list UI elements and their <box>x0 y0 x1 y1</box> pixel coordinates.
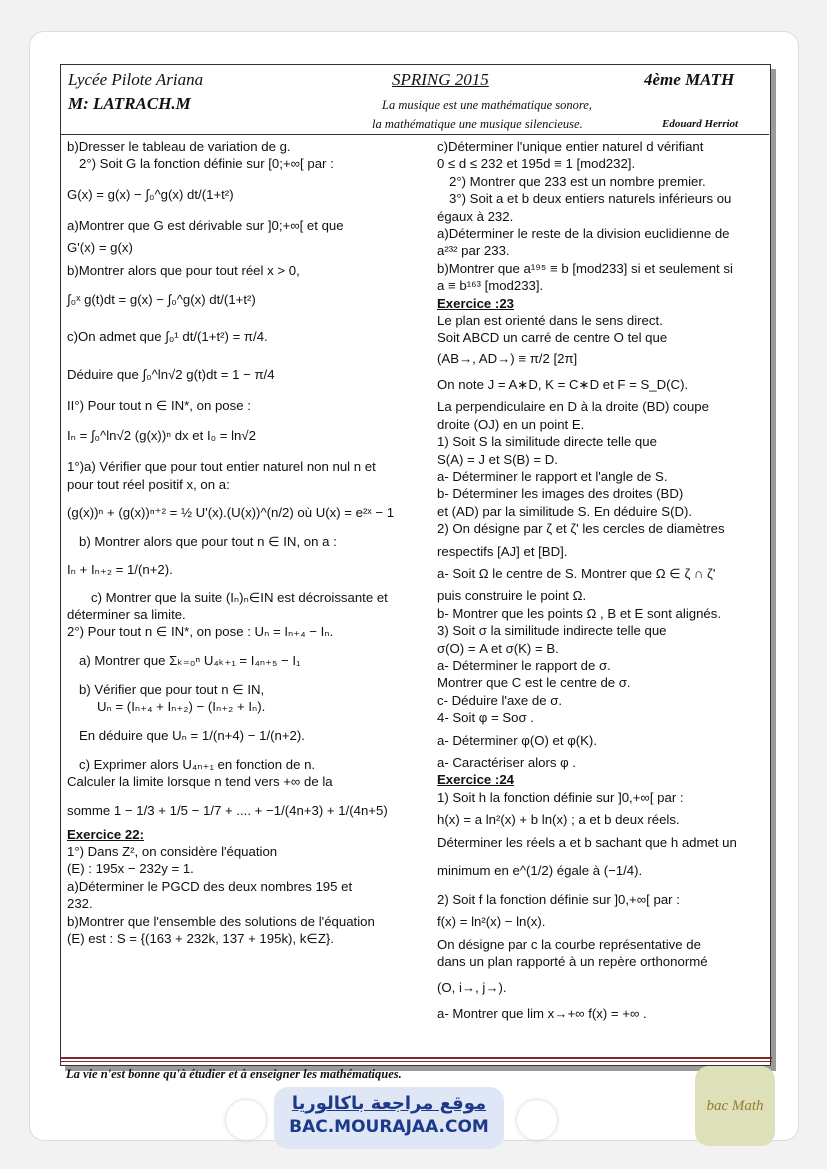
quote-line2: la mathématique une musique silencieuse. <box>372 117 583 131</box>
formula-G: G(x) = g(x) − ∫₀^g(x) dt/(1+t²) <box>67 186 234 202</box>
left-column <box>67 138 417 947</box>
footer-separator-thin <box>60 1061 772 1062</box>
text-line: 3°) Soit a et b deux entiers naturels inférieurs ou <box>449 191 732 207</box>
formula-Gprime: G'(x) = g(x) <box>67 240 133 256</box>
text-line: 2) Soit f la fonction définie sur ]0,+∞[ par : <box>437 892 680 908</box>
text-line: 4- Soit φ = Soσ . <box>437 710 534 726</box>
text-line: 2°) Montrer que 233 est un nombre premier. <box>449 173 706 189</box>
school-name: Lycée Pilote Ariana <box>68 70 204 89</box>
text-line: b) Montrer alors que pour tout n ∈ IN, on a : <box>79 534 337 550</box>
formula-Un: Uₙ = (Iₙ₊₄ + Iₙ₊₂) − (Iₙ₊₂ + Iₙ). <box>97 699 266 715</box>
footer-separator <box>60 1057 772 1059</box>
formula-series: somme 1 − 1/3 + 1/5 − 1/7 + .... + −1/(4n+3) + 1/(4n+5) <box>67 802 388 818</box>
text-line: a)Montrer que G est dérivable sur ]0;+∞[ et que <box>67 217 344 233</box>
text-line: c)Déterminer l'unique entier naturel d vérifiant <box>437 139 704 154</box>
text-line: Le plan est orienté dans le sens direct. <box>437 313 663 329</box>
text-line: On note J = A∗D, K = C∗D et F = S_D(C). <box>437 376 689 392</box>
exercise-23-title: Exercice :23 <box>437 295 514 311</box>
text-line: et (AD) par la similitude S. En déduire S(D). <box>437 503 693 519</box>
text-line: Soit ABCD un carré de centre O tel que <box>437 330 668 346</box>
text-line: a- Soit Ω le centre de S. Montrer que Ω ∈ ζ ∩ ζ' <box>437 565 716 581</box>
site-logo-icon <box>226 1100 266 1140</box>
text-line: b- Montrer que les points Ω , B et E sont alignés. <box>437 605 722 621</box>
quote-line1: La musique est une mathématique sonore, <box>382 98 592 112</box>
text-line: b)Montrer alors que pour tout réel x > 0, <box>67 262 300 278</box>
text-line: puis construire le point Ω. <box>437 588 587 604</box>
text-line: a- Déterminer le rapport et l'angle de S. <box>437 468 668 484</box>
text-line: S(A) = J et S(B) = D. <box>437 451 558 467</box>
text-line: respectifs [AJ] et [BD]. <box>437 543 568 559</box>
text-line: a)Déterminer le PGCD des deux nombres 195 et <box>67 878 353 894</box>
formula-deduce: Déduire que ∫₀^ln√2 g(t)dt = 1 − π/4 <box>67 367 275 383</box>
right-column <box>437 138 767 1022</box>
formula-sum-U: a) Montrer que Σₖ₌₀ⁿ U₄ₖ₊₁ = I₄ₙ₊₅ − I₁ <box>79 652 301 668</box>
formula-Un-deduce: En déduire que Uₙ = 1/(n+4) − 1/(n+2). <box>79 727 305 743</box>
text-line: a- Déterminer φ(O) et φ(K). <box>437 732 597 748</box>
text-line: 2°) Soit G la fonction définie sur [0;+∞[ par : <box>79 156 334 172</box>
text-line: 1°)a) Vérifier que pour tout entier naturel non nul n et <box>67 459 376 475</box>
text-line: c) Montrer que la suite (Iₙ)ₙ∈IN est décroissante et <box>91 589 388 605</box>
text-line: 1) Soit S la similitude directe telle que <box>437 434 657 450</box>
formula-h: h(x) = a ln²(x) + b ln(x) ; a et b deux réels. <box>437 812 680 828</box>
exercise-24-title: Exercice :24 <box>437 772 514 788</box>
text-line: a- Montrer que lim x→+∞ f(x) = +∞ . <box>437 1005 647 1021</box>
formula-integral-g: ∫₀ˣ g(t)dt = g(x) − ∫₀^g(x) dt/(1+t²) <box>67 292 256 308</box>
text-line: 1) Soit h la fonction définie sur ]0,+∞[ par : <box>437 789 684 805</box>
text-line: Déterminer les réels a et b sachant que h admet un <box>437 834 737 850</box>
text-line: 0 ≤ d ≤ 232 et 195d ≡ 1 [mod232]. <box>437 156 636 172</box>
bac-math-logo: bac Math <box>695 1066 775 1146</box>
text-line: 3) Soit σ la similitude indirecte telle que <box>437 623 667 639</box>
text-line: b)Dresser le tableau de variation de g. <box>67 139 291 154</box>
formula-In: Iₙ = ∫₀^ln√2 (g(x))ⁿ dx et I₀ = ln√2 <box>67 428 256 444</box>
teacher-name: M: LATRACH.M <box>68 94 191 113</box>
site-logo-icon <box>517 1100 557 1140</box>
text-line: b)Montrer que a¹⁹⁵ ≡ b [mod233] si et seulement si <box>437 260 733 276</box>
level-label: 4ème MATH <box>644 70 735 89</box>
text-line: a)Déterminer le reste de la division euclidienne de <box>437 226 730 242</box>
text-line: a- Caractériser alors φ . <box>437 755 576 770</box>
quote-author: Edouard Herriot <box>662 118 739 130</box>
site-name-arabic: موقع مراجعة باكالوريا <box>291 1093 487 1114</box>
text-line: b)Montrer que l'ensemble des solutions de l'équation <box>67 913 375 929</box>
text-line: pour tout réel positif x, on a: <box>67 476 230 492</box>
formula-recurrence: Iₙ + Iₙ₊₂ = 1/(n+2). <box>67 561 173 577</box>
header-rule <box>60 134 769 135</box>
text-line: 232. <box>67 896 93 912</box>
session-label: SPRING 2015 <box>392 70 489 89</box>
text-line: a- Déterminer le rapport de σ. <box>437 657 611 673</box>
formula-verify: (g(x))ⁿ + (g(x))ⁿ⁺² = ½ U'(x).(U(x))^(n/2) où U(x) = e²ˣ − 1 <box>67 505 395 521</box>
exercise-22-title: Exercice 22: <box>67 826 144 842</box>
text-line: II°) Pour tout n ∈ IN*, on pose : <box>67 398 251 414</box>
text-line: On désigne par c la courbe représentative de <box>437 936 701 952</box>
text-line: déterminer sa limite. <box>67 607 186 623</box>
text-line: σ(O) = A et σ(K) = B. <box>437 640 559 656</box>
text-line: (E) est : S = {(163 + 232k, 137 + 195k), k∈Z}. <box>67 930 334 946</box>
text-line: c) Exprimer alors U₄ₙ₊₁ en fonction de n. <box>79 756 316 772</box>
formula-angle: (AB→, AD→) ≡ π/2 [2π] <box>437 350 578 366</box>
text-line: dans un plan rapporté à un repère orthonormé <box>437 954 708 970</box>
text-line: (E) : 195x − 232y = 1. <box>67 861 194 877</box>
text-line: Calculer la limite lorsque n tend vers +∞ de la <box>67 774 333 790</box>
formula-pi-4: c)On admet que ∫₀¹ dt/(1+t²) = π/4. <box>67 329 268 345</box>
site-banner[interactable] <box>274 1087 504 1149</box>
text-line: minimum en e^(1/2) égale à (−1/4). <box>437 863 643 879</box>
text-line: a ≡ b¹⁶³ [mod233]. <box>437 278 544 294</box>
text-line: b) Vérifier que pour tout n ∈ IN, <box>79 681 265 697</box>
text-line: 2) On désigne par ζ et ζ' les cercles de diamètres <box>437 521 725 537</box>
text-line: 2°) Pour tout n ∈ IN*, on pose : Uₙ = Iₙ₊₄ − Iₙ. <box>67 624 334 640</box>
text-line: égaux à 232. <box>437 208 514 224</box>
footer-quote: La vie n'est bonne qu'à étudier et à enseigner les mathématiques. <box>66 1067 402 1081</box>
text-line: droite (OJ) en un point E. <box>437 416 585 432</box>
text-line: 1°) Dans Z², on considère l'équation <box>67 843 278 859</box>
text-line: a²³² par 233. <box>437 243 510 259</box>
text-line: c- Déduire l'axe de σ. <box>437 692 563 708</box>
text-line: b- Déterminer les images des droites (BD) <box>437 486 684 502</box>
site-url[interactable]: BAC.MOURAJAA.COM <box>289 1117 489 1137</box>
text-line: La perpendiculaire en D à la droite (BD) coupe <box>437 399 709 415</box>
text-line: Montrer que C est le centre de σ. <box>437 675 631 691</box>
formula-f: f(x) = ln²(x) − ln(x). <box>437 914 546 930</box>
text-line: (O, i→, j→). <box>437 979 507 995</box>
